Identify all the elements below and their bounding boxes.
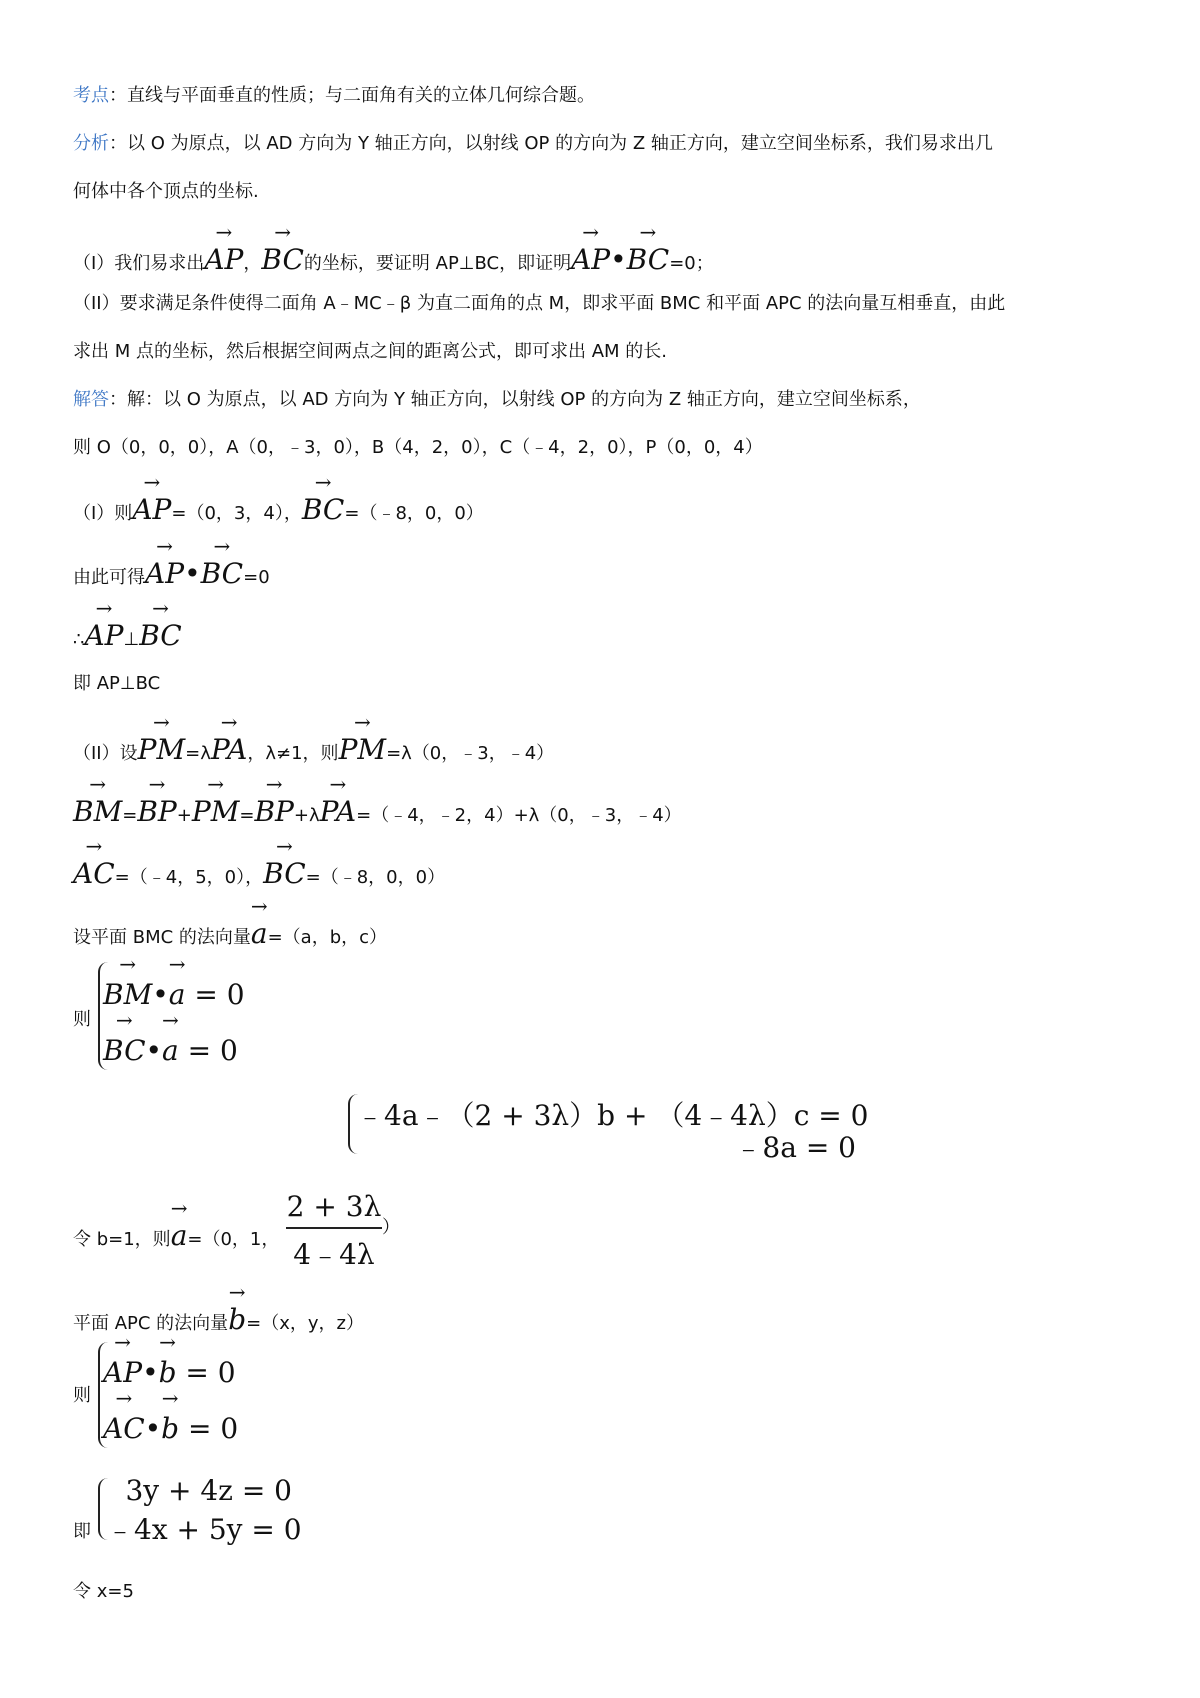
vector-ac: [73, 834, 115, 890]
vector-a-label: a: [168, 978, 186, 1011]
fenxi-line1: [73, 130, 993, 158]
fenxi-part1-b: 的坐标，要证明 AP⊥BC，即证明: [303, 253, 572, 274]
vector-pm: [137, 710, 186, 766]
arrow-icon: →: [115, 1008, 133, 1032]
system4-row2: ﹣4x + 5y = 0: [106, 1513, 302, 1546]
arrow-icon: →: [162, 1008, 179, 1032]
vector-bp: [137, 772, 177, 828]
vector-bc-label: BC: [200, 557, 244, 590]
system2-row2: ﹣8a = 0: [734, 1131, 856, 1164]
arrow-icon: →: [329, 772, 347, 796]
dot-prefix: 由此可得: [73, 567, 145, 588]
arrow-icon: →: [143, 470, 161, 494]
vector-bc: [301, 470, 345, 526]
arrow-icon: →: [89, 772, 106, 796]
vector-pa: [319, 772, 357, 828]
vector-ap: [571, 220, 611, 276]
vector-b-label: b: [158, 1356, 177, 1389]
dot-operator: •: [184, 557, 201, 590]
vector-b: [161, 1386, 180, 1445]
bm-plus1: +: [176, 805, 192, 826]
fraction-denominator: 4﹣4λ: [293, 1238, 375, 1271]
vector-ap-label: AP: [84, 619, 124, 652]
system2-row1: ﹣4a﹣（2 + 3λ）b + （4﹣4λ）c = 0: [356, 1099, 869, 1132]
vector-pm-label: PM: [137, 733, 186, 766]
kaodian-label: 考点: [73, 85, 109, 106]
vector-ap-label: AP: [145, 557, 185, 590]
vector-bm-label: BM: [103, 978, 153, 1011]
arrow-icon: →: [152, 596, 169, 620]
fraction-bar: [286, 1227, 382, 1229]
vector-ap: [103, 1330, 143, 1389]
part2-prefix: （II）设: [73, 743, 138, 764]
kaodian-line: [73, 82, 595, 110]
fenxi-part2-line1: （II）要求满足条件使得二面角 A﹣MC﹣β 为直二面角的点 M，即求平面 BMC 和平面 APC 的法向量互相垂直，由此: [73, 293, 1006, 314]
vector-a: [168, 952, 186, 1011]
fenxi-label: 分析: [73, 133, 109, 154]
arrow-icon: →: [213, 534, 231, 558]
arrow-icon: →: [250, 894, 268, 918]
sys3-rhs: = 0: [179, 1412, 239, 1445]
conclusion-line: 即 AP⊥BC: [73, 673, 161, 694]
let-b-text: 令 b=1，则: [73, 1229, 171, 1250]
vector-pm: [191, 772, 240, 828]
vector-ap-label: AP: [571, 243, 611, 276]
normal-a-line: [73, 894, 388, 952]
arrow-icon: →: [215, 220, 233, 244]
arrow-icon: →: [156, 534, 173, 558]
vector-a-label: a: [170, 1219, 188, 1252]
vector-b: [158, 1330, 177, 1389]
therefore-line: [73, 596, 182, 654]
vector-bp: [254, 772, 294, 828]
vector-pm-label: PM: [338, 733, 387, 766]
vector-a: [162, 1008, 179, 1067]
bm-eq1: =: [122, 805, 138, 826]
part2-pm-line: [73, 710, 555, 768]
vector-bc: [200, 534, 244, 590]
vector-b-label: b: [228, 1303, 247, 1336]
normal-a-value: =（a，b，c）: [267, 927, 388, 948]
jieda-label: 解答: [73, 389, 109, 410]
arrow-icon: →: [161, 1386, 179, 1410]
vector-pm-label: PM: [191, 795, 240, 828]
vector-ac-label: AC: [103, 1412, 145, 1445]
dot-operator: •: [144, 1412, 162, 1445]
comma: ，: [243, 253, 262, 274]
arrow-icon: →: [170, 1196, 188, 1220]
bc-value2: =（﹣8，0，0）: [305, 867, 446, 888]
arrow-icon: →: [115, 1386, 133, 1410]
sys3-rhs: = 0: [176, 1356, 236, 1389]
arrow-icon: →: [228, 1280, 246, 1304]
arrow-icon: →: [168, 952, 186, 976]
system3-ze: 则: [73, 1385, 91, 1406]
vector-ac-label: AC: [73, 857, 115, 890]
sys1-rhs: = 0: [178, 1034, 238, 1067]
fenxi-part2-line2: 求出 M 点的坐标，然后根据空间两点之间的距离公式，即可求出 AM 的长.: [73, 341, 667, 362]
part1-prefix: （I）则: [73, 503, 133, 524]
dot-operator: •: [142, 1356, 159, 1389]
fenxi-line2: 何体中各个顶点的坐标.: [73, 181, 259, 202]
vector-pa-label: PA: [210, 733, 248, 766]
vector-bp-label: BP: [137, 795, 177, 828]
vector-a: [170, 1196, 188, 1252]
arrow-icon: →: [95, 596, 113, 620]
fenxi-part1-c: =0；: [669, 253, 714, 274]
bm-line: [73, 772, 682, 830]
vector-bc: [626, 220, 670, 276]
arrow-icon: →: [639, 220, 657, 244]
system1-row1: [103, 952, 245, 1011]
vector-a: [250, 894, 268, 950]
coords-line: 则 O（0，0，0），A（0，﹣3，0），B（4，2，0），C（﹣4，2，0），P（0，0，4）: [73, 437, 763, 458]
bm-plus2: +λ: [293, 805, 320, 826]
vector-bc-label: BC: [626, 243, 670, 276]
arrow-icon: →: [159, 1330, 176, 1354]
dot-operator: •: [610, 243, 627, 276]
vector-pa-label: PA: [319, 795, 357, 828]
bm-eq2: =: [239, 805, 255, 826]
normal-b-value: =（x，y，z）: [246, 1313, 364, 1334]
vector-pm: [338, 710, 387, 766]
sys1-rhs: = 0: [185, 978, 245, 1011]
system4-row1: 3y + 4z = 0: [125, 1474, 292, 1507]
vector-b: [228, 1280, 247, 1336]
kaodian-text: ：直线与平面垂直的性质；与二面角有关的立体几何综合题。: [109, 85, 595, 106]
arrow-icon: →: [314, 470, 332, 494]
system4-ji: 即: [73, 1521, 91, 1542]
arrow-icon: →: [275, 834, 293, 858]
let-x-line: 令 x=5: [73, 1581, 134, 1602]
pm-eq: =λ: [185, 743, 211, 764]
normal-b-text: 平面 APC 的法向量: [73, 1313, 229, 1334]
ac-bc-line: [73, 834, 446, 892]
vector-ac: [103, 1386, 145, 1445]
vector-bp-label: BP: [254, 795, 294, 828]
fenxi-part1-a: （I）我们易求出: [73, 253, 205, 274]
system3-row2: [103, 1386, 239, 1445]
vector-ap: [132, 470, 172, 526]
dot-operator: •: [152, 978, 169, 1011]
jieda-intro-text: ：解：以 O 为原点，以 AD 方向为 Y 轴正方向，以射线 OP 的方向为 Z 轴正方向，建立空间坐标系，: [109, 389, 921, 410]
arrow-icon: →: [582, 220, 599, 244]
vector-ap: [84, 596, 124, 652]
vector-bc-label: BC: [261, 243, 304, 276]
pm-value: =λ（0，﹣3，﹣4）: [386, 743, 555, 764]
arrow-icon: →: [85, 834, 103, 858]
vector-bm: [73, 772, 123, 828]
system1-ze: 则: [73, 1009, 91, 1030]
dot-product-line: [73, 534, 270, 592]
normal-a-text: 设平面 BMC 的法向量: [73, 927, 251, 948]
part1-vectors: [73, 470, 484, 528]
lambda-cond: ，λ≠1，则: [247, 743, 339, 764]
vector-a-label: a: [162, 1034, 179, 1067]
arrow-icon: →: [207, 772, 224, 796]
arrow-icon: →: [119, 952, 136, 976]
fraction-numerator: 2 + 3λ: [286, 1190, 382, 1223]
let-b-value: =（0，1，: [187, 1229, 280, 1250]
vector-bm-label: BM: [73, 795, 123, 828]
dot-operator: •: [145, 1034, 163, 1067]
vector-ap-label: AP: [103, 1356, 143, 1389]
jieda-intro: [73, 386, 921, 414]
vector-bc: [261, 220, 304, 276]
vector-bc-label: BC: [263, 857, 306, 890]
vector-bc-label: BC: [139, 619, 182, 652]
vector-b-label: b: [161, 1412, 180, 1445]
arrow-icon: →: [265, 772, 283, 796]
arrow-icon: →: [220, 710, 238, 734]
vector-ap-label: AP: [204, 243, 244, 276]
arrow-icon: →: [153, 710, 170, 734]
dot-value: =0: [243, 567, 270, 588]
vector-ap: [204, 220, 244, 276]
vector-ap: [145, 534, 185, 590]
ac-value: =（﹣4，5，0），: [114, 867, 264, 888]
arrow-icon: →: [114, 1330, 131, 1354]
arrow-icon: →: [148, 772, 166, 796]
system1-row2: [103, 1008, 238, 1067]
vector-pa: [210, 710, 248, 766]
perp-symbol: ⊥: [123, 629, 140, 650]
vector-bc: [103, 1008, 146, 1067]
therefore-symbol: ∴: [73, 629, 85, 650]
close-paren: ）: [382, 1217, 400, 1238]
vector-bc-label: BC: [103, 1034, 146, 1067]
arrow-icon: →: [274, 220, 292, 244]
vector-bc: [263, 834, 306, 890]
fraction: [286, 1190, 382, 1273]
system3-row1: [103, 1330, 236, 1389]
vector-a-label: a: [250, 917, 268, 950]
bm-value: =（﹣4，﹣2，4）+λ（0，﹣3，﹣4）: [356, 805, 682, 826]
fenxi-text1: ：以 O 为原点，以 AD 方向为 Y 轴正方向，以射线 OP 的方向为 Z 轴正方向，建立空间坐标系，我们易求出几: [109, 133, 993, 154]
vector-bc: [139, 596, 182, 652]
ap-value: =（0，3，4），: [171, 503, 302, 524]
let-b-line: [73, 1196, 280, 1254]
vector-ap-label: AP: [132, 493, 172, 526]
vector-bc-label: BC: [301, 493, 345, 526]
vector-bm: [103, 952, 153, 1011]
fenxi-part1: [73, 220, 714, 278]
bc-value: =（﹣8，0，0）: [344, 503, 484, 524]
arrow-icon: →: [353, 710, 371, 734]
